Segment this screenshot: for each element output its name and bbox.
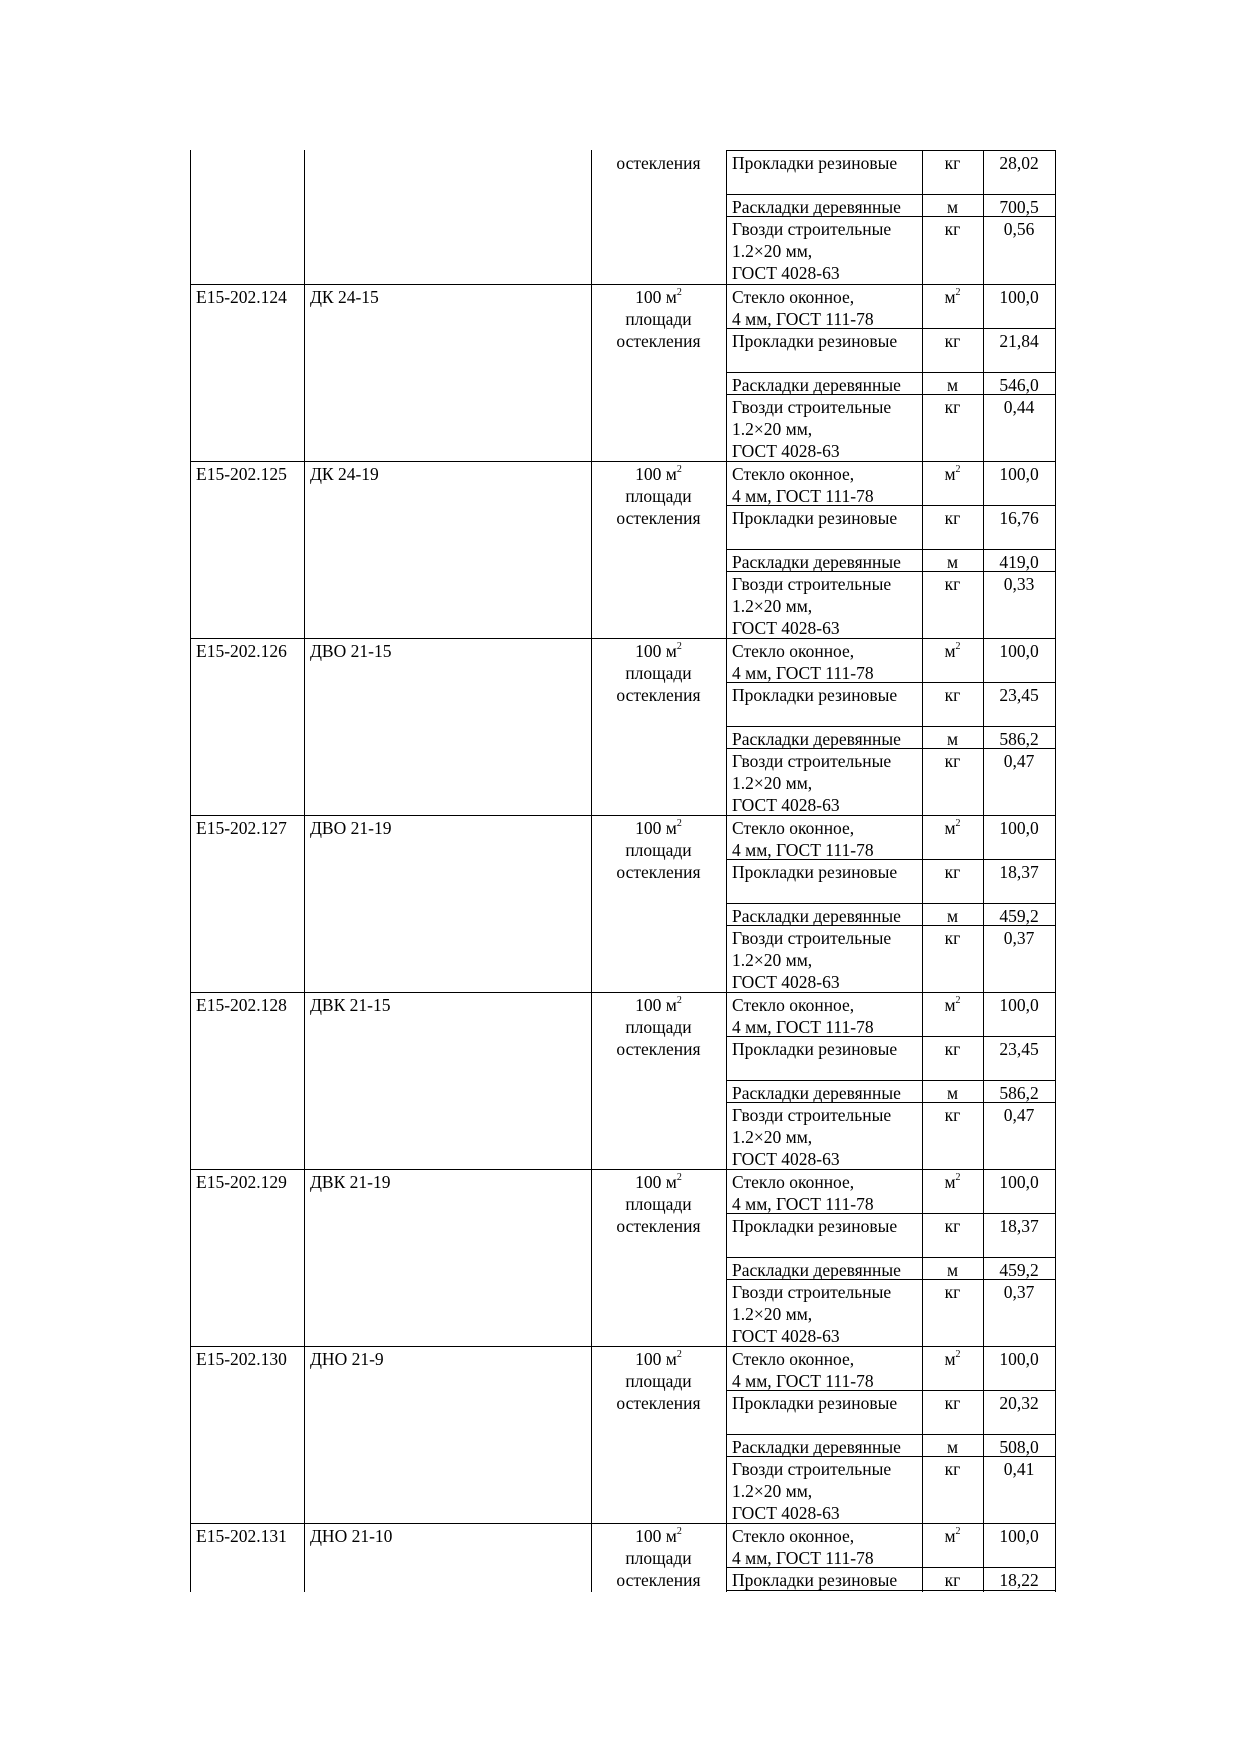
material-unit <box>922 1348 983 1370</box>
row-code: Е15-202.129 <box>196 1172 287 1192</box>
material-value: 0,41 <box>1003 1459 1035 1479</box>
material-row-border <box>726 903 1055 904</box>
material-value: 0,47 <box>1003 1105 1035 1125</box>
material-value: 16,76 <box>999 508 1039 528</box>
material-row-border <box>726 638 1055 639</box>
material-row-border <box>726 1390 1055 1391</box>
material-unit-superscript: 2 <box>955 287 961 299</box>
row-name: ДВК 21-15 <box>310 995 391 1015</box>
material-name: Гвозди строительные <box>732 574 892 594</box>
material-name: ГОСТ 4028-63 <box>732 618 840 638</box>
unit-cell-line3: остекления <box>616 685 701 705</box>
material-unit-superscript: 2 <box>955 995 961 1007</box>
material-row-border <box>726 1036 1055 1037</box>
unit-cell-line1-text: 100 м <box>635 818 677 838</box>
material-unit-superscript: 2 <box>955 818 961 830</box>
material-value: 100,0 <box>999 995 1039 1015</box>
material-row-border <box>726 284 1055 285</box>
material-row-border <box>726 1523 1055 1524</box>
material-row-border <box>726 1213 1055 1214</box>
material-row-border <box>726 549 1055 550</box>
material-value: 546,0 <box>999 375 1039 395</box>
material-unit <box>922 994 983 1016</box>
material-row-border <box>726 1567 1055 1568</box>
material-unit: кг <box>944 219 961 239</box>
material-value: 100,0 <box>999 1172 1039 1192</box>
material-unit: м <box>946 552 959 572</box>
row-code: Е15-202.126 <box>196 641 287 661</box>
material-row-border <box>726 859 1055 860</box>
material-name: Раскладки деревянные <box>732 1437 901 1457</box>
material-name: 1.2×20 мм, <box>732 773 813 793</box>
unit-cell-line1-text: 100 м <box>635 1349 677 1369</box>
material-name: Стекло оконное, <box>732 818 855 838</box>
material-name: Прокладки резиновые <box>732 153 898 173</box>
materials-bottom-border <box>726 1590 1055 1591</box>
unit-cell-line1 <box>591 463 726 485</box>
row-code: Е15-202.128 <box>196 995 287 1015</box>
material-unit <box>922 1525 983 1547</box>
material-name: Раскладки деревянные <box>732 729 901 749</box>
material-name: Прокладки резиновые <box>732 1393 898 1413</box>
material-name: Прокладки резиновые <box>732 1039 898 1059</box>
unit-cell-line3: остекления <box>616 331 701 351</box>
unit-cell-line1-superscript: 2 <box>676 995 682 1007</box>
unit-cell-line2: площади <box>625 840 692 860</box>
material-value: 21,84 <box>999 331 1039 351</box>
material-name: Прокладки резиновые <box>732 685 898 705</box>
unit-cell-line1-superscript: 2 <box>676 1172 682 1184</box>
unit-cell-line3: остекления <box>616 1570 701 1590</box>
material-value: 0,33 <box>1003 574 1035 594</box>
unit-cell-line3: остекления <box>616 1039 701 1059</box>
material-name: 1.2×20 мм, <box>732 1304 813 1324</box>
material-unit: кг <box>944 331 961 351</box>
material-value: 508,0 <box>999 1437 1039 1457</box>
material-row-border <box>726 992 1055 993</box>
material-name: Раскладки деревянные <box>732 552 901 572</box>
material-unit: кг <box>944 1282 961 1302</box>
material-unit-text: м <box>944 464 956 484</box>
unit-cell-line2: площади <box>625 1548 692 1568</box>
material-unit-text: м <box>944 287 956 307</box>
material-value: 586,2 <box>999 729 1039 749</box>
row-code: Е15-202.125 <box>196 464 287 484</box>
material-unit-text: м <box>944 641 956 661</box>
material-unit: кг <box>944 574 961 594</box>
material-unit-text: м <box>944 1349 956 1369</box>
material-name: ГОСТ 4028-63 <box>732 1149 840 1169</box>
material-unit: кг <box>944 1105 961 1125</box>
unit-cell-line1 <box>591 994 726 1016</box>
material-row-border <box>726 1257 1055 1258</box>
material-value: 0,37 <box>1003 1282 1035 1302</box>
material-name: 4 мм, ГОСТ 111-78 <box>732 1548 874 1568</box>
material-value: 700,5 <box>999 197 1039 217</box>
material-value: 23,45 <box>999 685 1039 705</box>
material-unit: кг <box>944 1393 961 1413</box>
material-name: Гвозди строительные <box>732 1459 892 1479</box>
unit-cell-line2: площади <box>625 1194 692 1214</box>
material-name: Гвозди строительные <box>732 751 892 771</box>
unit-cell-line1-superscript: 2 <box>676 818 682 830</box>
unit-cell-line3: остекления <box>616 508 701 528</box>
material-row-border <box>726 726 1055 727</box>
material-row-border <box>726 925 1055 926</box>
material-value: 0,56 <box>1003 219 1035 239</box>
material-value: 100,0 <box>999 818 1039 838</box>
material-value: 100,0 <box>999 287 1039 307</box>
material-row-border <box>726 150 1055 151</box>
row-code: Е15-202.124 <box>196 287 287 307</box>
material-name: Раскладки деревянные <box>732 197 901 217</box>
material-unit <box>922 463 983 485</box>
material-unit: кг <box>944 1459 961 1479</box>
row-code: Е15-202.130 <box>196 1349 287 1369</box>
material-name: 4 мм, ГОСТ 111-78 <box>732 1017 874 1037</box>
column-divider-code <box>304 150 305 1592</box>
material-name: 1.2×20 мм, <box>732 1127 813 1147</box>
material-row-border <box>726 372 1055 373</box>
material-name: Гвозди строительные <box>732 1282 892 1302</box>
material-name: 4 мм, ГОСТ 111-78 <box>732 1194 874 1214</box>
material-name: Прокладки резиновые <box>732 862 898 882</box>
material-row-border <box>726 1346 1055 1347</box>
material-unit-superscript: 2 <box>955 464 961 476</box>
material-name: Стекло оконное, <box>732 464 855 484</box>
material-value: 100,0 <box>999 1349 1039 1369</box>
material-name: 1.2×20 мм, <box>732 241 813 261</box>
material-name: ГОСТ 4028-63 <box>732 1503 840 1523</box>
material-name: ГОСТ 4028-63 <box>732 795 840 815</box>
material-name: ГОСТ 4028-63 <box>732 441 840 461</box>
material-value: 459,2 <box>999 906 1039 926</box>
material-name: 4 мм, ГОСТ 111-78 <box>732 486 874 506</box>
material-value: 100,0 <box>999 1526 1039 1546</box>
material-value: 459,2 <box>999 1260 1039 1280</box>
material-row-border <box>726 194 1055 195</box>
row-code: Е15-202.131 <box>196 1526 287 1546</box>
material-value: 28,02 <box>999 153 1039 173</box>
material-value: 586,2 <box>999 1083 1039 1103</box>
material-row-border <box>726 1279 1055 1280</box>
material-unit: м <box>946 197 959 217</box>
unit-cell-line1 <box>591 1171 726 1193</box>
material-name: Прокладки резиновые <box>732 331 898 351</box>
material-row-border <box>726 1169 1055 1170</box>
materials-right-border <box>1055 150 1056 1592</box>
material-name: 4 мм, ГОСТ 111-78 <box>732 309 874 329</box>
unit-cell-line2: площади <box>625 1017 692 1037</box>
material-unit: кг <box>944 751 961 771</box>
material-unit-superscript: 2 <box>955 1172 961 1184</box>
material-name: ГОСТ 4028-63 <box>732 972 840 992</box>
material-name: Раскладки деревянные <box>732 375 901 395</box>
material-name: Раскладки деревянные <box>732 1083 901 1103</box>
unit-cell-line2: площади <box>625 486 692 506</box>
unit-cell-line1-text: 100 м <box>635 641 677 661</box>
material-name: ГОСТ 4028-63 <box>732 263 840 283</box>
material-name: Гвозди строительные <box>732 219 892 239</box>
material-unit: м <box>946 1260 959 1280</box>
unit-cell-line2: площади <box>625 309 692 329</box>
material-unit <box>922 817 983 839</box>
material-name: Стекло оконное, <box>732 1526 855 1546</box>
row-name: ДК 24-15 <box>310 287 379 307</box>
material-row-border <box>726 328 1055 329</box>
material-value: 100,0 <box>999 464 1039 484</box>
material-unit-text: м <box>944 818 956 838</box>
table-left-border <box>190 150 191 1592</box>
material-unit <box>922 640 983 662</box>
material-name: 1.2×20 мм, <box>732 596 813 616</box>
unit-cell-line1 <box>591 817 726 839</box>
material-name: Стекло оконное, <box>732 995 855 1015</box>
unit-cell-line3: остекления <box>616 862 701 882</box>
unit-cell-line1-text: 100 м <box>635 464 677 484</box>
material-value: 20,32 <box>999 1393 1039 1413</box>
unit-cell-line1-superscript: 2 <box>676 641 682 653</box>
material-value: 0,37 <box>1003 928 1035 948</box>
material-value: 419,0 <box>999 552 1039 572</box>
row-name: ДВО 21-15 <box>310 641 392 661</box>
material-name: Стекло оконное, <box>732 1349 855 1369</box>
material-row-border <box>726 505 1055 506</box>
material-unit: кг <box>944 685 961 705</box>
unit-cell-line1 <box>591 640 726 662</box>
material-row-border <box>726 815 1055 816</box>
material-unit: кг <box>944 1039 961 1059</box>
unit-cell-line1-text: 100 м <box>635 1172 677 1192</box>
material-unit-text: м <box>944 1172 956 1192</box>
material-name: Раскладки деревянные <box>732 906 901 926</box>
material-row-border <box>726 571 1055 572</box>
material-unit-superscript: 2 <box>955 1526 961 1538</box>
material-unit: кг <box>944 862 961 882</box>
material-name: 4 мм, ГОСТ 111-78 <box>732 840 874 860</box>
material-name: Стекло оконное, <box>732 287 855 307</box>
unit-cell-line2: площади <box>625 663 692 683</box>
material-name: Стекло оконное, <box>732 641 855 661</box>
material-name: Прокладки резиновые <box>732 508 898 528</box>
unit-cell-line1 <box>591 286 726 308</box>
material-row-border <box>726 216 1055 217</box>
material-row-border <box>726 1434 1055 1435</box>
unit-cell-line3: остекления <box>616 1216 701 1236</box>
unit-cell-line3: остекления <box>616 1393 701 1413</box>
material-unit: м <box>946 906 959 926</box>
material-unit-text: м <box>944 1526 956 1546</box>
material-name: Стекло оконное, <box>732 1172 855 1192</box>
material-unit: м <box>946 729 959 749</box>
material-row-border <box>726 748 1055 749</box>
row-name: ДНО 21-9 <box>310 1349 384 1369</box>
row-name: ДК 24-19 <box>310 464 379 484</box>
material-name: Гвозди строительные <box>732 397 892 417</box>
material-value: 18,37 <box>999 1216 1039 1236</box>
material-value: 18,22 <box>999 1570 1039 1590</box>
material-row-border <box>726 1456 1055 1457</box>
material-unit: кг <box>944 1216 961 1236</box>
material-name: 1.2×20 мм, <box>732 1481 813 1501</box>
unit-cell-line1-superscript: 2 <box>676 287 682 299</box>
material-value: 100,0 <box>999 641 1039 661</box>
row-name: ДНО 21-10 <box>310 1526 393 1546</box>
material-unit: м <box>946 1437 959 1457</box>
unit-cell-line1-superscript: 2 <box>676 464 682 476</box>
material-unit-text: м <box>944 995 956 1015</box>
material-unit: кг <box>944 397 961 417</box>
unit-cell-line1-superscript: 2 <box>676 1526 682 1538</box>
material-unit: м <box>946 1083 959 1103</box>
material-unit-superscript: 2 <box>955 1349 961 1361</box>
material-name: ГОСТ 4028-63 <box>732 1326 840 1346</box>
material-name: 1.2×20 мм, <box>732 950 813 970</box>
row-code: Е15-202.127 <box>196 818 287 838</box>
material-value: 0,47 <box>1003 751 1035 771</box>
material-unit: кг <box>944 153 961 173</box>
material-name: Гвозди строительные <box>732 1105 892 1125</box>
material-value: 18,37 <box>999 862 1039 882</box>
material-name: 4 мм, ГОСТ 111-78 <box>732 663 874 683</box>
unit-cell-line1 <box>591 1525 726 1547</box>
material-unit: кг <box>944 1570 961 1590</box>
row-name: ДВО 21-19 <box>310 818 392 838</box>
unit-cell-line2: площади <box>625 1371 692 1391</box>
material-name: Прокладки резиновые <box>732 1570 898 1590</box>
unit-cell-line1-text: 100 м <box>635 287 677 307</box>
material-unit <box>922 1171 983 1193</box>
material-row-border <box>726 1080 1055 1081</box>
unit-cell-line1-text: 100 м <box>635 1526 677 1546</box>
material-name: 1.2×20 мм, <box>732 419 813 439</box>
material-row-border <box>726 461 1055 462</box>
material-row-border <box>726 682 1055 683</box>
unit-cell-line1 <box>591 1348 726 1370</box>
material-unit: кг <box>944 508 961 528</box>
material-name: 4 мм, ГОСТ 111-78 <box>732 1371 874 1391</box>
unit-cell-line1-text: 100 м <box>635 995 677 1015</box>
material-value: 0,44 <box>1003 397 1035 417</box>
unit-cell-line1-superscript: 2 <box>676 1349 682 1361</box>
material-row-border <box>726 1102 1055 1103</box>
materials-left-border <box>726 150 727 1592</box>
material-unit: кг <box>944 928 961 948</box>
material-unit: м <box>946 375 959 395</box>
unit-cell-tail: остекления <box>616 153 701 173</box>
material-row-border <box>726 394 1055 395</box>
material-name: Гвозди строительные <box>732 928 892 948</box>
material-unit-superscript: 2 <box>955 641 961 653</box>
row-name: ДВК 21-19 <box>310 1172 391 1192</box>
material-value: 23,45 <box>999 1039 1039 1059</box>
material-unit <box>922 286 983 308</box>
material-name: Прокладки резиновые <box>732 1216 898 1236</box>
material-name: Раскладки деревянные <box>732 1260 901 1280</box>
